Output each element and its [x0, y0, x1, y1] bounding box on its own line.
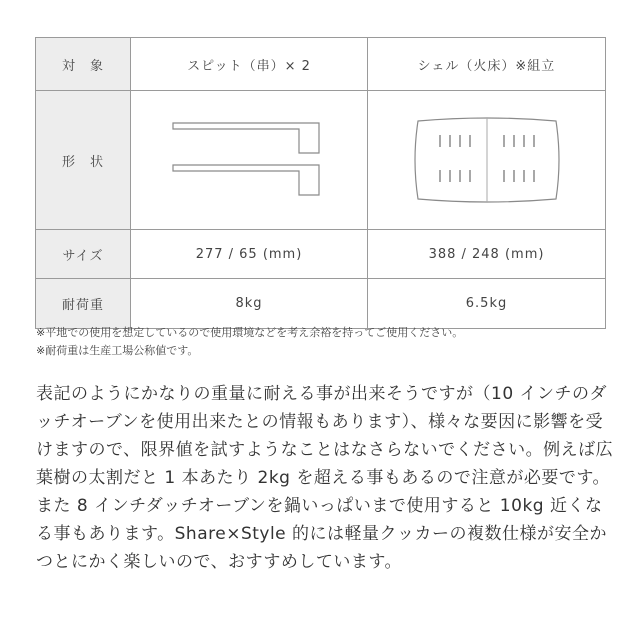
- spec-header-row: [36, 38, 606, 91]
- shell-illustration: [368, 91, 606, 230]
- target-label: 対 象: [36, 38, 131, 91]
- spit-size: 277 / 65 (mm): [131, 230, 368, 279]
- shell-header: シェル（火床）※組立: [368, 38, 606, 91]
- spec-table: [35, 37, 606, 329]
- shell-drawing: [412, 115, 562, 205]
- spit-1: [173, 123, 319, 153]
- spit-load: 8kg: [131, 279, 368, 329]
- shell-size: 388 / 248 (mm): [368, 230, 606, 279]
- load-label: 耐荷重: [36, 279, 131, 329]
- load-row: [36, 279, 606, 329]
- size-row: [36, 230, 606, 279]
- spit-illustration: [131, 91, 368, 230]
- notes: [36, 324, 463, 360]
- body-paragraph: 表記のようにかなりの重量に耐える事が出来そうですが（10 インチのダッチオーブンを使用出来たとの情報もあります）、様々な要因に影響を受けますので、限界値を試すようなことはなさらないでください。例えば広葉樹の太割だと 1 本あたり 2kg を超える事もあるので注意が必要です。また 8 インチダッチオーブンを鍋いっぱいまで使用すると 10kg 近くなる事もあります。Share×Style 的には軽量クッカーの複数仕様が安全かつとにかく楽しいので、おすすめしています。: [36, 384, 614, 572]
- spit-drawing: [169, 115, 329, 205]
- spit-2: [173, 165, 319, 195]
- spit-header: スピット（串）× 2: [131, 38, 368, 91]
- size-label: サイズ: [36, 230, 131, 279]
- shell-load: 6.5kg: [368, 279, 606, 329]
- shape-row: [36, 91, 606, 230]
- note-2: ※耐荷重は生産工場公称値です。: [36, 344, 199, 357]
- body-text: [36, 380, 616, 576]
- shape-label: 形 状: [36, 91, 131, 230]
- note-1: ※平地での使用を想定しているので使用環境などを考え余裕を持ってご使用ください。: [36, 326, 464, 339]
